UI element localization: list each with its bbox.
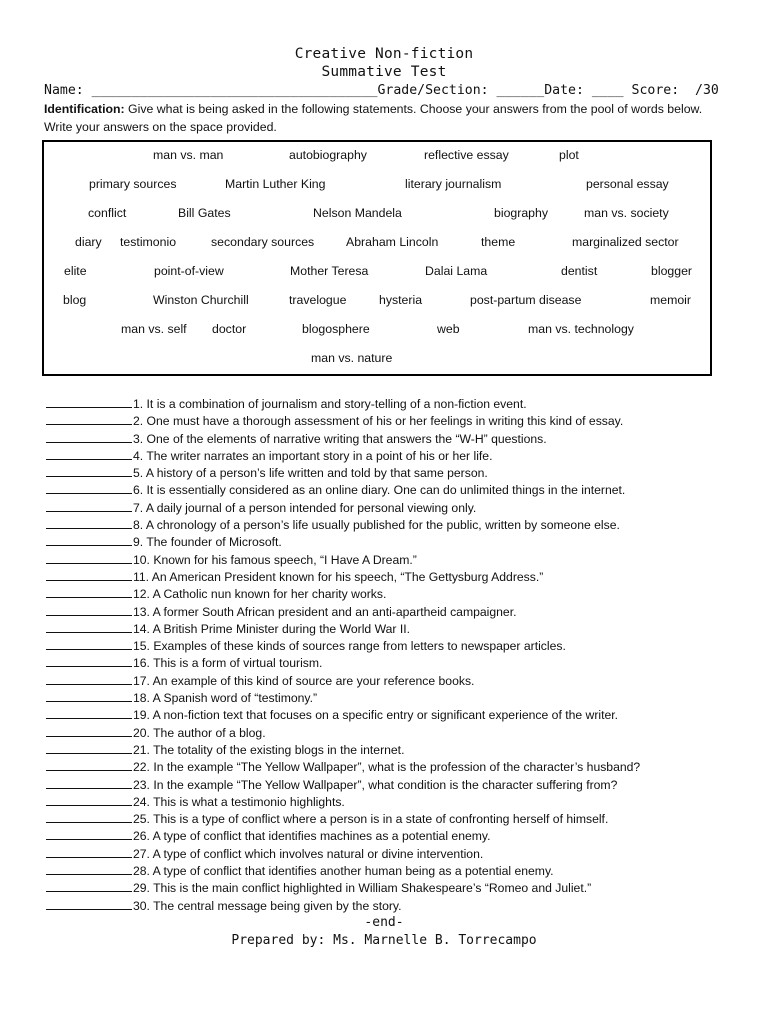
word-pool-item: marginalized sector [572,235,679,249]
answer-blank[interactable] [46,638,132,650]
question-item [46,794,726,811]
question-item [46,413,726,430]
answer-blank[interactable] [46,777,132,789]
question-item [46,725,726,742]
answer-blank[interactable] [46,690,132,702]
question-item [46,465,726,482]
question-list [46,396,726,915]
answer-blank[interactable] [46,517,132,529]
answer-blank[interactable] [46,794,132,806]
answer-blank[interactable] [46,586,132,598]
answer-blank[interactable] [46,707,132,719]
question-item [46,500,726,517]
word-pool-item: hysteria [379,293,423,307]
answer-blank[interactable] [46,655,132,667]
word-pool-item: doctor [212,322,247,336]
answer-blank[interactable] [46,431,132,443]
answer-blank[interactable] [46,811,132,823]
answer-blank[interactable] [46,828,132,840]
answer-blank[interactable] [46,552,132,564]
question-text: 6. It is essentially considered as an online diary. One can do unlimited things in the internet. [133,483,626,498]
question-text: 25. This is a type of conflict where a person is in a state of confronting herself of himself. [133,812,609,827]
question-text: 23. In the example “The Yellow Wallpaper”, what condition is the character suffering from? [133,777,618,792]
question-text: 9. The founder of Microsoft. [133,535,282,550]
question-text: 28. A type of conflict that identifies another human being as a potential enemy. [133,864,554,879]
question-text: 18. A Spanish word of “testimony.” [133,691,318,706]
word-pool-item: Mother Teresa [290,264,369,278]
question-text: 15. Examples of these kinds of sources range from letters to newspaper articles. [133,639,566,654]
word-pool-item: man vs. self [121,322,187,336]
question-text: 8. A chronology of a person’s life usually published for the public, written by someone else. [133,518,620,533]
word-pool-item: man vs. man [153,148,224,162]
word-pool-item: Martin Luther King [225,177,326,191]
word-pool-item: elite [64,264,87,278]
question-text: 24. This is what a testimonio highlights. [133,794,345,809]
answer-blank[interactable] [46,863,132,875]
question-item [46,690,726,707]
question-item [46,673,726,690]
word-pool-item: Winston Churchill [153,293,249,307]
answer-blank[interactable] [46,534,132,546]
answer-blank[interactable] [46,673,132,685]
question-text: 26. A type of conflict that identifies machines as a potential enemy. [133,829,491,844]
question-text: 22. In the example “The Yellow Wallpaper”, what is the profession of the character’s husband? [133,760,641,775]
question-text: 13. A former South African president and an anti-apartheid campaigner. [133,604,517,619]
word-pool-item: Dalai Lama [425,264,488,278]
word-pool-item: autobiography [289,148,367,162]
question-text: 4. The writer narrates an important story in a point of his or her life. [133,448,493,463]
word-pool-item: blogosphere [302,322,370,336]
word-pool-item: secondary sources [211,235,315,249]
word-pool-item: primary sources [89,177,177,191]
word-pool-item: testimonio [120,235,177,249]
question-item [46,777,726,794]
word-pool-item: dentist [561,264,598,278]
answer-blank[interactable] [46,759,132,771]
word-pool-item: theme [481,235,516,249]
question-item [46,448,726,465]
answer-blank[interactable] [46,742,132,754]
word-pool-item: point-of-view [154,264,224,278]
answer-blank[interactable] [46,448,132,460]
question-item [46,517,726,534]
word-pool-item: web [437,322,460,336]
question-item [46,828,726,845]
answer-blank[interactable] [46,621,132,633]
answer-blank[interactable] [46,898,132,910]
question-text: 5. A history of a person’s life written and told by that same person. [133,466,488,481]
student-info-line: Name: ____________________________________Grade/Section: ______Date: ____ Score: /30 [44,83,719,98]
word-pool-item: diary [75,235,102,249]
question-item [46,534,726,551]
question-text: 19. A non-fiction text that focuses on a specific entry or significant experience of the writer. [133,708,619,723]
question-item [46,863,726,880]
answer-blank[interactable] [46,569,132,581]
question-text: 30. The central message being given by the story. [133,898,402,913]
question-text: 21. The totality of the existing blogs in the internet. [133,742,405,757]
answer-blank[interactable] [46,482,132,494]
question-text: 14. A British Prime Minister during the World War II. [133,621,411,636]
end-mark: -end- [364,915,404,930]
word-pool-item: man vs. nature [311,351,393,365]
instructions [44,100,724,136]
instructions-text: Give what is being asked in the following statements. Choose your answers from the pool of words below. Write your answers on the space provided. [44,102,703,134]
answer-blank[interactable] [46,465,132,477]
word-pool-item: plot [559,148,579,162]
question-item [46,742,726,759]
question-item [46,569,726,586]
page-subtitle: Summative Test [321,64,447,80]
word-pool-item: Bill Gates [178,206,231,220]
question-item [46,880,726,897]
question-item [46,638,726,655]
question-item [46,759,726,776]
word-pool-item: literary journalism [405,177,502,191]
answer-blank[interactable] [46,604,132,616]
instructions-label: Identification: [44,102,125,116]
answer-blank[interactable] [46,413,132,425]
question-item [46,552,726,569]
word-pool-item: man vs. technology [528,322,634,336]
question-text: 16. This is a form of virtual tourism. [133,656,323,671]
word-pool-item: travelogue [289,293,347,307]
question-text: 7. A daily journal of a person intended for personal viewing only. [133,500,477,515]
answer-blank[interactable] [46,846,132,858]
word-pool-item: Abraham Lincoln [346,235,439,249]
word-pool-box [42,140,712,376]
question-item [46,846,726,863]
question-item [46,707,726,724]
word-pool-item: post-partum disease [470,293,582,307]
question-item [46,621,726,638]
question-item [46,811,726,828]
word-pool-item: blog [63,293,87,307]
answer-blank[interactable] [46,500,132,512]
question-item [46,482,726,499]
question-text: 1. It is a combination of journalism and story-telling of a non-fiction event. [133,397,527,411]
question-text: 27. A type of conflict which involves natural or divine intervention. [133,846,484,861]
answer-blank[interactable] [46,725,132,737]
question-text: 11. An American President known for his speech, “The Gettysburg Address.” [133,569,544,584]
question-item [46,396,726,413]
question-text: 2. One must have a thorough assessment of his or her feelings in writing this kind of essay. [133,414,624,429]
answer-blank[interactable] [46,880,132,892]
word-pool-item: biography [494,206,549,220]
prepared-by: Prepared by: Ms. Marnelle B. Torrecampo [231,933,537,948]
word-pool-item: reflective essay [424,148,509,162]
question-text: 3. One of the elements of narrative writing that answers the “W-H” questions. [133,431,547,446]
question-text: 29. This is the main conflict highlighted in William Shakespeare’s “Romeo and Juliet.” [133,881,592,896]
question-item [46,431,726,448]
answer-blank[interactable] [46,396,132,408]
question-item [46,604,726,621]
question-item [46,655,726,672]
word-pool-item: man vs. society [584,206,669,220]
word-pool-item: Nelson Mandela [313,206,402,220]
word-pool-item: memoir [650,293,691,307]
question-text: 12. A Catholic nun known for her charity works. [133,587,387,602]
question-item [46,898,726,915]
question-text: 10. Known for his famous speech, “I Have A Dream.” [133,552,417,567]
word-pool-item: personal essay [586,177,669,191]
word-pool-item: blogger [651,264,693,278]
question-text: 20. The author of a blog. [133,725,266,740]
page-title: Creative Non-fiction [294,46,474,62]
question-item [46,586,726,603]
word-pool-item: conflict [88,206,127,220]
question-text: 17. An example of this kind of source are your reference books. [133,673,475,688]
